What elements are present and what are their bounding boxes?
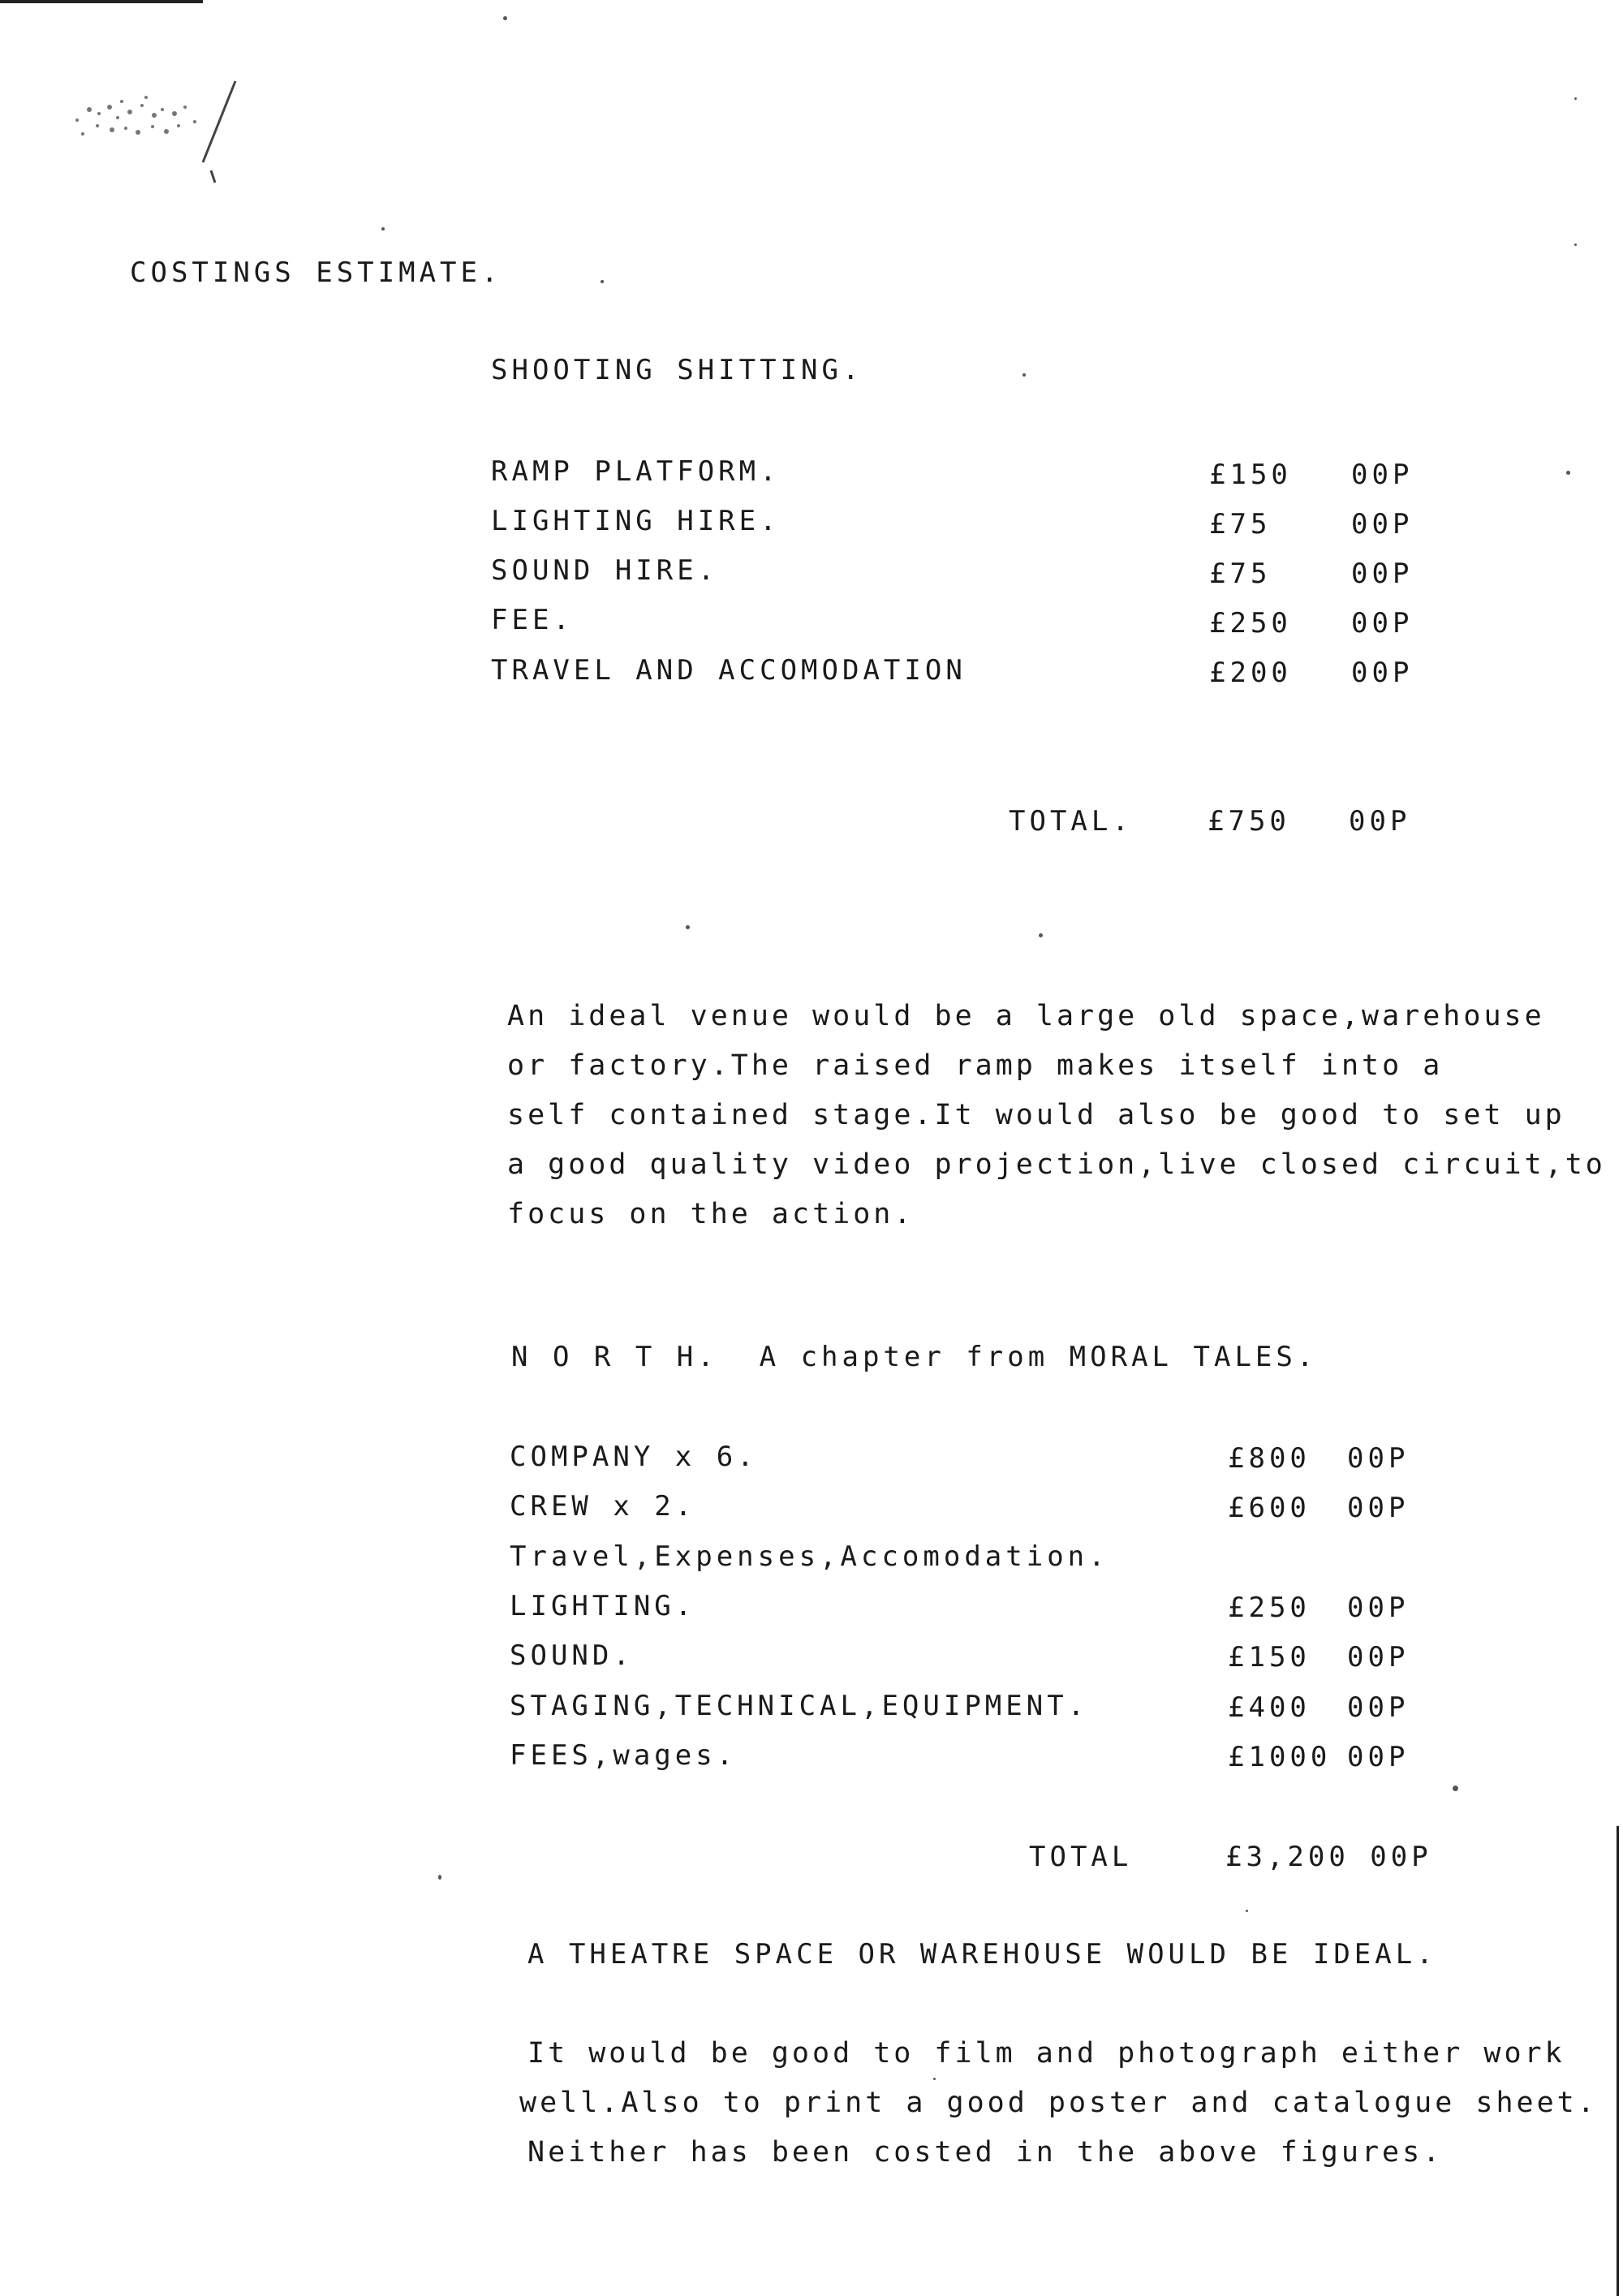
cost-item-pence: 00P: [1351, 508, 1414, 541]
paragraph-line: It would be good to film and photograph either work: [527, 2037, 1565, 2070]
paragraph-line: focus on the action.: [507, 1198, 915, 1230]
cost-item-pounds: £75: [1209, 508, 1272, 541]
cost-item-pence: 00P: [1351, 558, 1414, 590]
cost-item-label: FEES,wages.: [510, 1739, 738, 1772]
cost-item-label: COMPANY x 6.: [510, 1441, 758, 1473]
cost-item-pounds: £150: [1228, 1641, 1311, 1674]
faded-stamp: [41, 65, 252, 187]
section1-title: SHOOTING SHITTING.: [491, 354, 863, 386]
cost-item-pounds: £400: [1228, 1691, 1311, 1724]
document-heading: COSTINGS ESTIMATE.: [130, 256, 502, 289]
paragraph-line: self contained stage.It would also be good to set up: [507, 1099, 1565, 1131]
cost-item-pence: 00P: [1347, 1592, 1410, 1624]
scan-edge-right: [1617, 1826, 1619, 2296]
cost-item-pounds: £1000: [1228, 1741, 1332, 1773]
speck: [1039, 933, 1043, 937]
speck: [933, 2078, 936, 2080]
cost-item-label: STAGING,TECHNICAL,EQUIPMENT.: [510, 1690, 1089, 1722]
paragraph-line: or factory.The raised ramp makes itself into a: [507, 1049, 1444, 1082]
paragraph-line: a good quality video projection,live closed circuit,to: [507, 1148, 1606, 1181]
speck: [1566, 471, 1570, 475]
venue-note: A THEATRE SPACE OR WAREHOUSE WOULD BE IDEAL.: [527, 1938, 1437, 1971]
cost-item-label: TRAVEL AND ACCOMODATION: [491, 654, 966, 687]
speck: [601, 280, 604, 283]
paragraph-line: well.Also to print a good poster and catalogue sheet.: [519, 2087, 1598, 2119]
speck: [1453, 1786, 1458, 1791]
paragraph-line: Neither has been costed in the above figures.: [527, 2136, 1444, 2169]
scan-edge-top: [0, 0, 203, 3]
section1-total-pounds: £750: [1208, 805, 1290, 838]
cost-item-pounds: £250: [1209, 607, 1292, 640]
cost-item-pounds: £150: [1209, 459, 1292, 491]
cost-item-pounds: £75: [1209, 558, 1272, 590]
section2-total-label: TOTAL: [1029, 1841, 1133, 1873]
speck: [438, 1875, 441, 1880]
cost-item-label: LIGHTING HIRE.: [491, 505, 781, 537]
cost-item-pence: 00P: [1351, 459, 1414, 491]
cost-item-label: SOUND HIRE.: [491, 554, 719, 587]
cost-item-pence: 00P: [1351, 657, 1414, 689]
section1-total-label: TOTAL.: [1009, 805, 1133, 838]
cost-item-pounds: £250: [1228, 1592, 1311, 1624]
cost-item-pounds: £600: [1228, 1492, 1311, 1524]
cost-item-label: CREW x 2.: [510, 1490, 696, 1523]
cost-item-label: RAMP PLATFORM.: [491, 455, 781, 488]
speck: [381, 227, 385, 230]
cost-item-pounds: £800: [1228, 1442, 1311, 1475]
cost-item-label: SOUND.: [510, 1639, 634, 1672]
cost-item-label: Travel,Expenses,Accomodation.: [510, 1540, 1109, 1573]
cost-item-label: LIGHTING.: [510, 1590, 696, 1622]
speck: [1022, 373, 1026, 377]
cost-item-pence: 00P: [1347, 1641, 1410, 1674]
section2-total-value: £3,200 00P: [1225, 1841, 1432, 1873]
cost-item-pence: 00P: [1347, 1492, 1410, 1524]
speck: [1574, 97, 1577, 100]
cost-item-pence: 00P: [1347, 1741, 1410, 1773]
cost-item-pounds: £200: [1209, 657, 1292, 689]
section1-total-pence: 00P: [1349, 805, 1411, 838]
cost-item-label: FEE.: [491, 604, 574, 636]
cost-item-pence: 00P: [1347, 1691, 1410, 1724]
section2-title: N O R T H. A chapter from MORAL TALES.: [511, 1341, 1318, 1373]
cost-item-pence: 00P: [1351, 607, 1414, 640]
speck: [503, 16, 507, 20]
speck: [1574, 243, 1577, 246]
paragraph-line: An ideal venue would be a large old space,warehouse: [507, 1000, 1545, 1032]
speck: [1246, 1910, 1248, 1912]
cost-item-pence: 00P: [1347, 1442, 1410, 1475]
speck: [686, 925, 690, 929]
